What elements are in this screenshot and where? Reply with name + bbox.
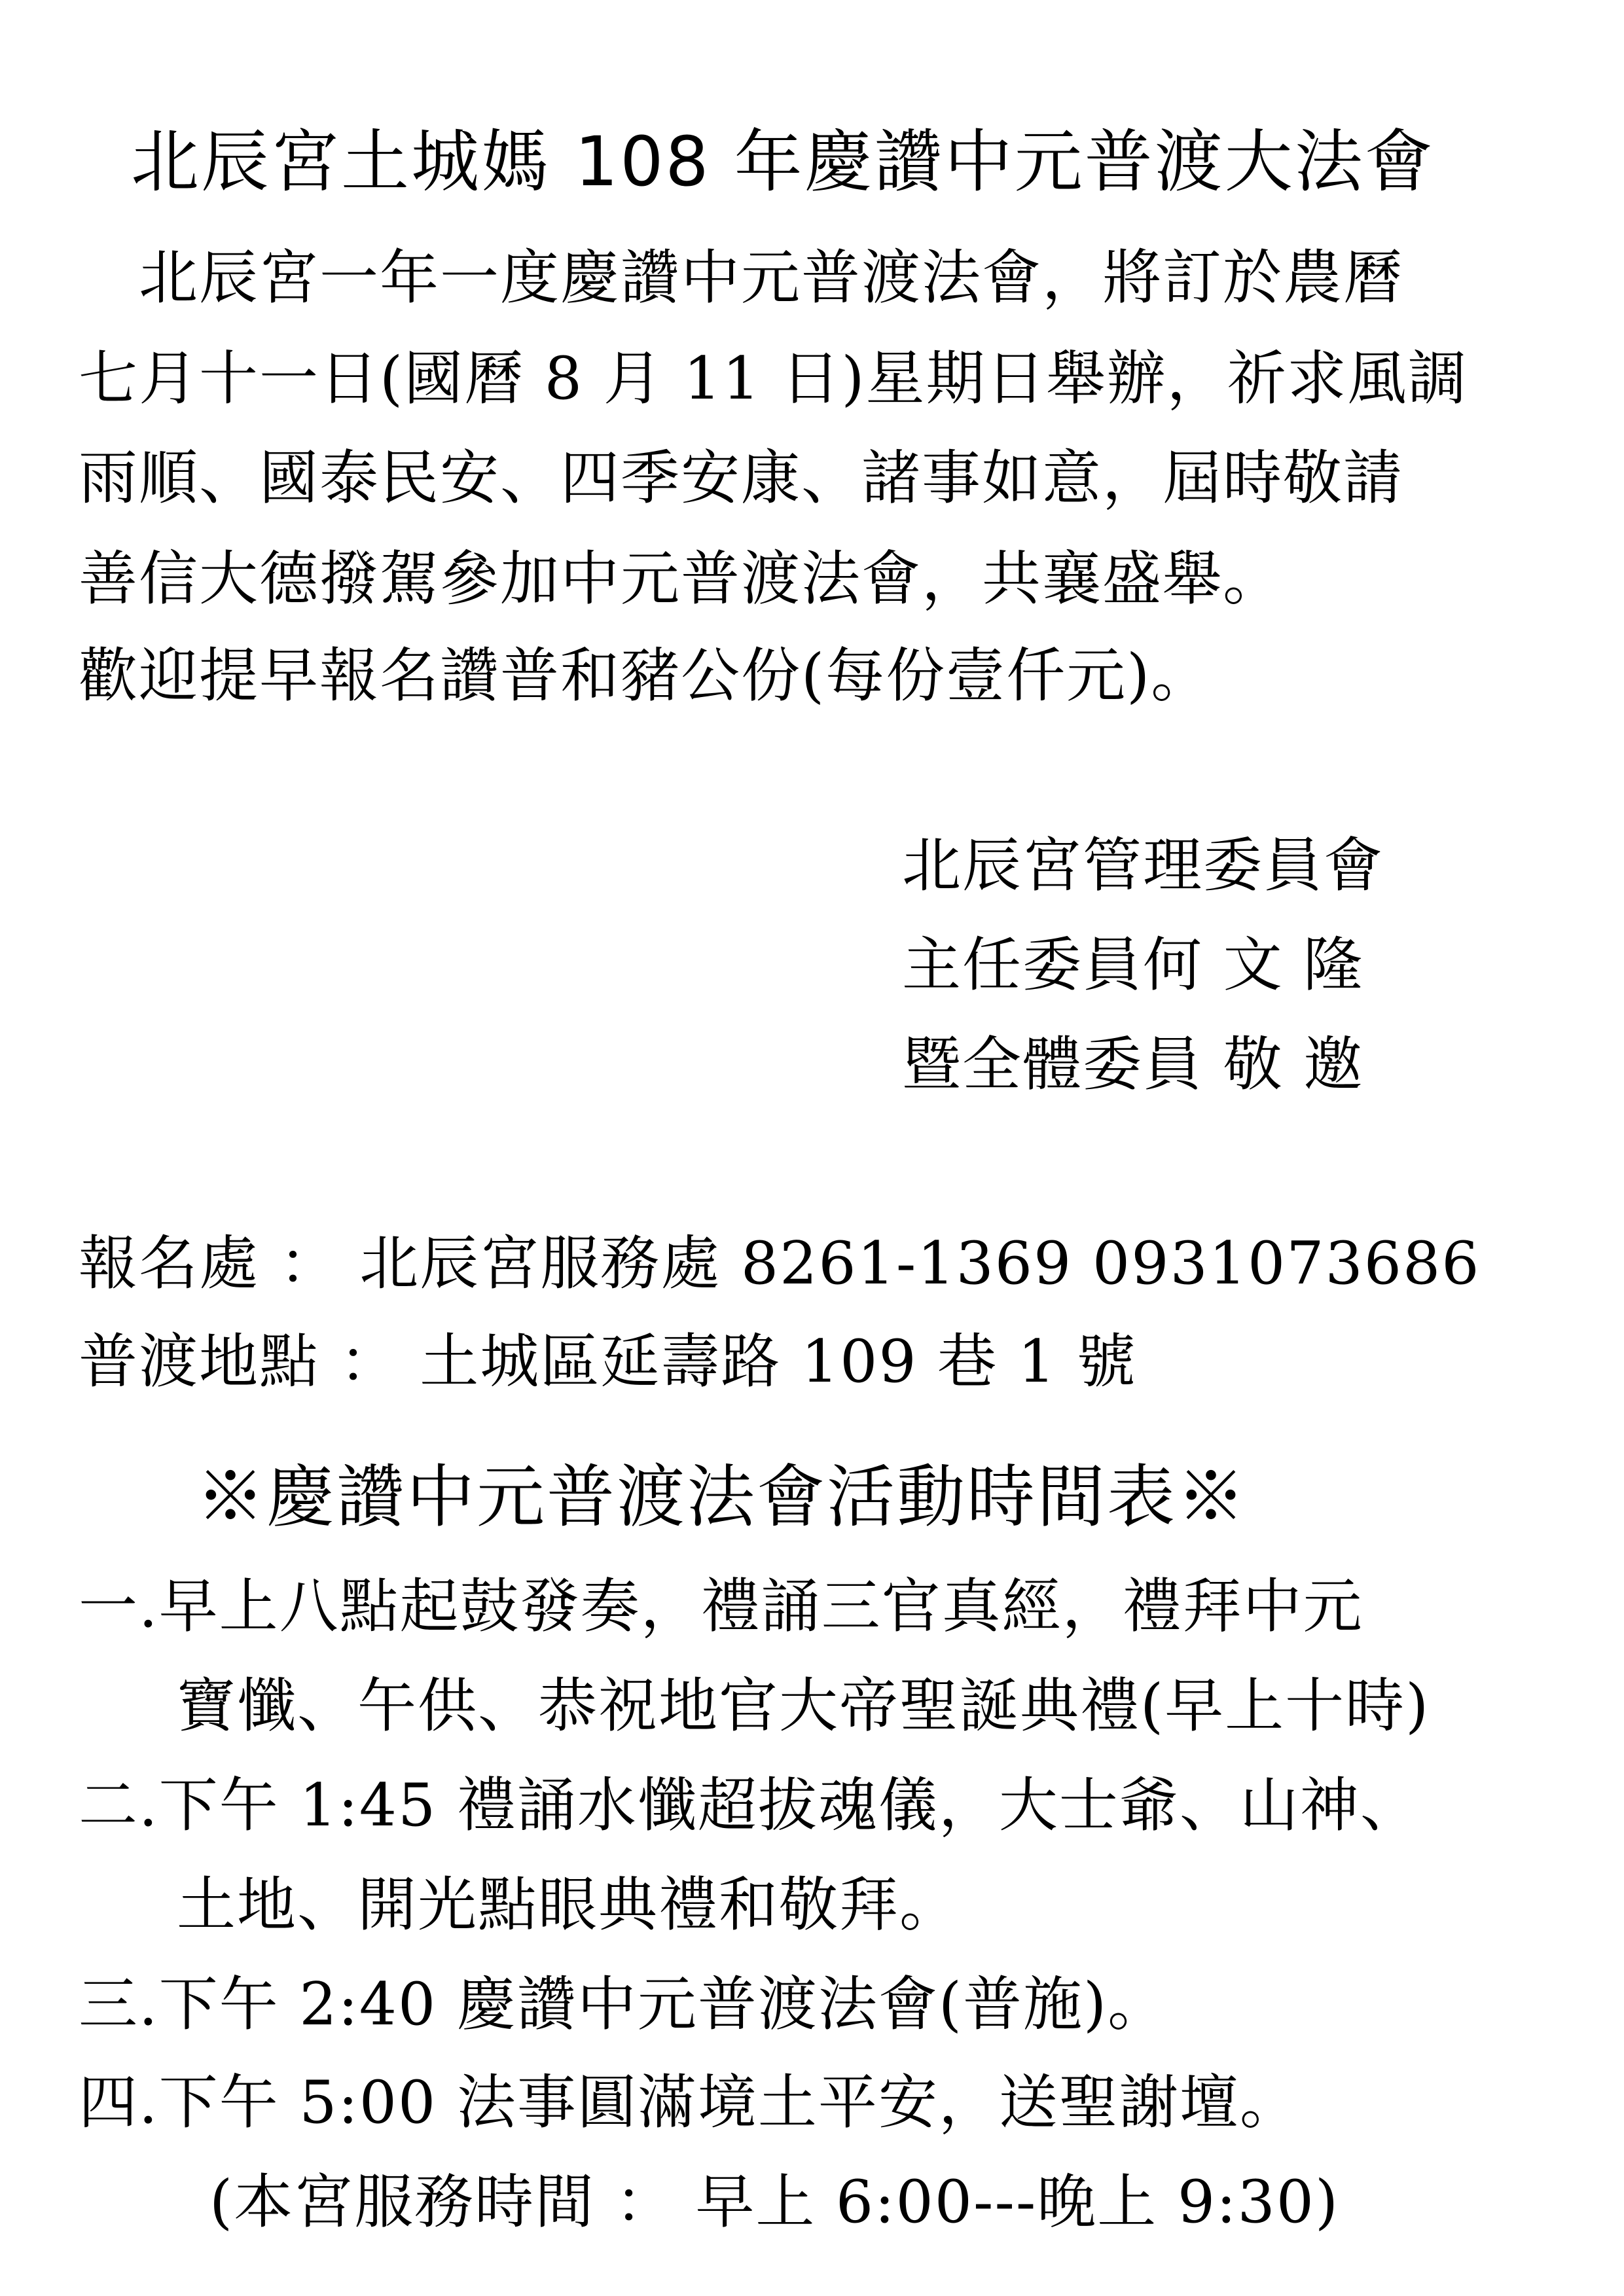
signature-organization: 北辰宮管理委員會 xyxy=(902,831,1384,900)
intro-line-5: 歡迎提早報名讚普和豬公份(每份壹仟元)。 xyxy=(79,641,1212,710)
signature-committee: 暨全體委員 敬 邀 xyxy=(902,1030,1364,1099)
schedule-item-4: 四.下午 5:00 法事圓滿境土平安，送聖謝壇。 xyxy=(79,2068,1300,2137)
schedule-item-2-line-1: 二.下午 1:45 禮誦水懺超拔魂儀，大士爺、山神、 xyxy=(79,1771,1420,1840)
service-hours: (本宮服務時間 ： 早上 6:00---晚上 9:30) xyxy=(209,2168,1340,2236)
signature-chairman: 主任委員何 文 隆 xyxy=(902,931,1364,999)
intro-line-2: 七月十一日(國曆 8 月 11 日)星期日舉辦，祈求風調 xyxy=(79,344,1468,413)
schedule-item-2-line-2: 土地、開光點眼典禮和敬拜。 xyxy=(177,1871,960,1939)
schedule-item-1-line-2: 寶懺、午供、恭祝地官大帝聖誕典禮(早上十時) xyxy=(177,1672,1430,1740)
schedule-title: ※慶讚中元普渡法會活動時間表※ xyxy=(196,1457,1248,1537)
intro-line-4: 善信大德撥駕參加中元普渡法會，共襄盛舉。 xyxy=(79,545,1283,613)
intro-line-1: 北辰宮一年一度慶讚中元普渡法會，將訂於農曆 xyxy=(79,243,1403,312)
intro-line-3: 雨順、國泰民安、四季安康、諸事如意，屆時敬請 xyxy=(79,444,1403,512)
schedule-item-3: 三.下午 2:40 慶讚中元普渡法會(普施)。 xyxy=(79,1970,1168,2039)
page-title: 北辰宮土城媽 108 年慶讚中元普渡大法會 xyxy=(131,122,1435,202)
schedule-item-1-line-1: 一.早上八點起鼓發奏，禮誦三官真經，禮拜中元 xyxy=(79,1572,1363,1641)
venue-info: 普渡地點 ： 土城區延壽路 109 巷 1 號 xyxy=(79,1327,1137,1396)
registration-info: 報名處 ： 北辰宮服務處 8261-1369 0931073686 xyxy=(79,1229,1481,1298)
